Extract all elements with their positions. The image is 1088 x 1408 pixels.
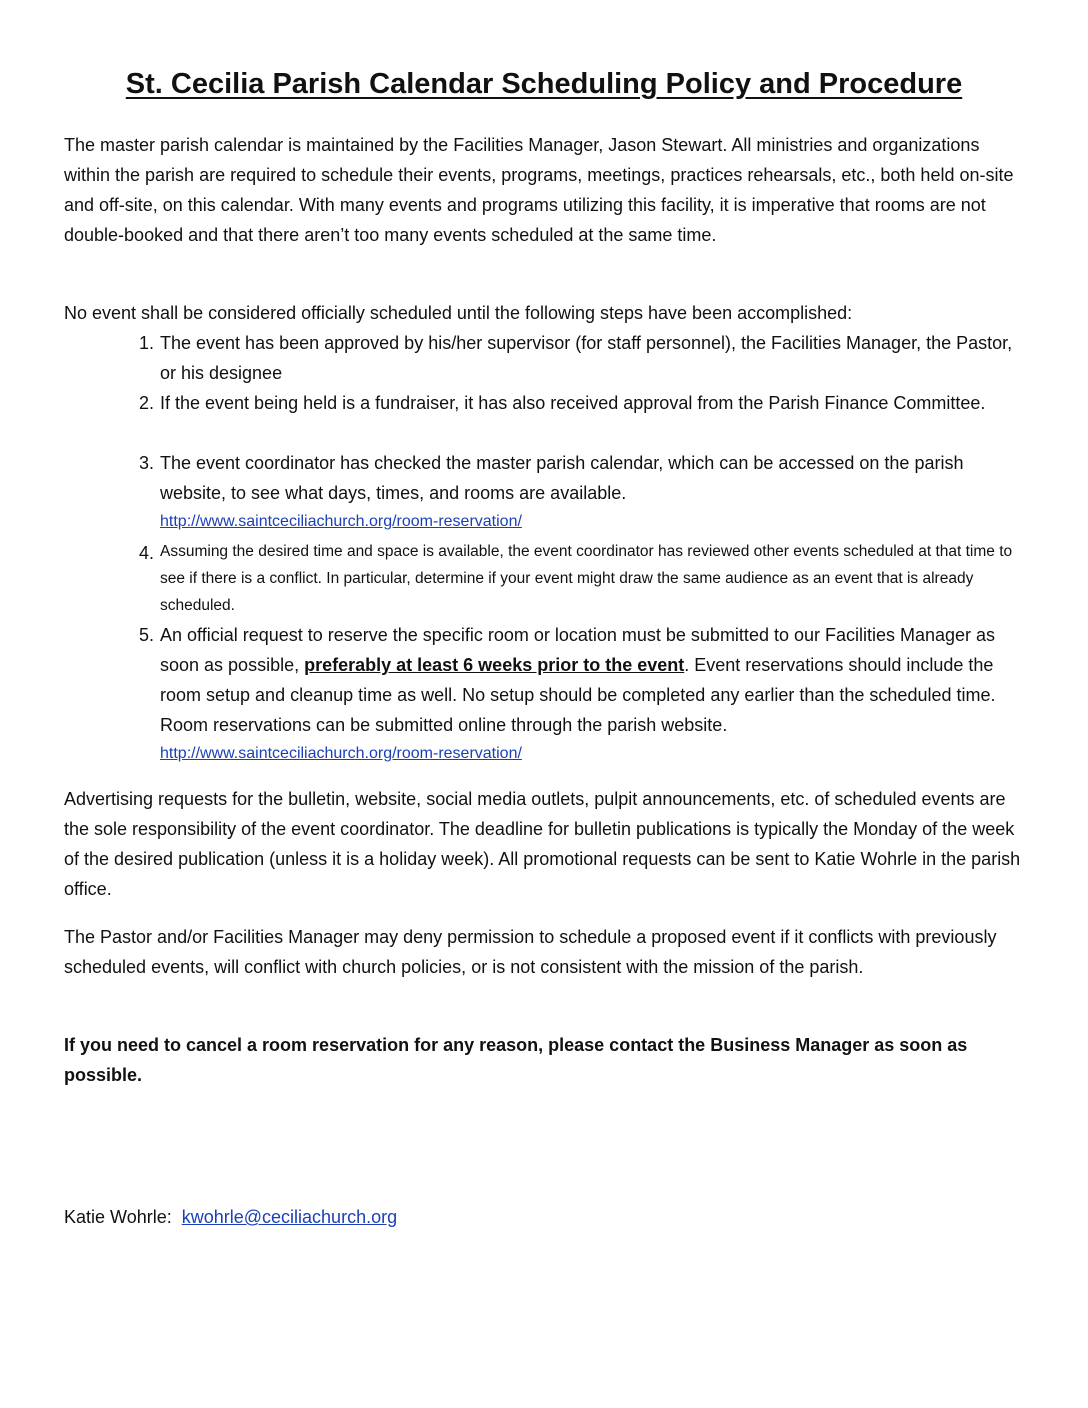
deadline-emphasis: preferably at least 6 weeks prior to the event <box>304 655 685 675</box>
list-number: 5. <box>138 625 154 645</box>
room-reservation-link[interactable]: http://www.saintceciliachurch.org/room-reservation/ <box>160 513 522 530</box>
page-title: St. Cecilia Parish Calendar Scheduling Policy and Procedure <box>125 68 963 100</box>
list-number: 4. <box>138 543 154 563</box>
contact-email-link[interactable]: kwohrle@ceciliachurch.org <box>181 1207 398 1227</box>
advertising-paragraph: Advertising requests for the bulletin, website, social media outlets, pulpit announcements, etc. of scheduled events are the sole responsibility of the event coordinator. The deadline for bulletin publications is typically the Monday of the week of the desired publication (unless it is a holiday week). All promotional requests can be sent to Katie Wohrle in the parish office. <box>64 789 1021 899</box>
list-text: Assuming the desired time and space is available, the event coordinator has reviewed other events scheduled at that time to see if there is a conflict. In particular, determine if your event might draw the same audience as an event that is already scheduled. <box>160 543 1013 614</box>
room-reservation-link[interactable]: http://www.saintceciliachurch.org/room-reservation/ <box>160 745 522 762</box>
list-text: An official request to reserve the specific room or location must be submitted to our Facilities Manager as soon as possible, <box>160 625 996 675</box>
contact-line <box>64 1202 397 1232</box>
intro-paragraph: The master parish calendar is maintained by the Facilities Manager, Jason Stewart. All ministries and organizations within the parish are required to schedule their events, programs, meetings, practices rehearsals, etc., both held on-site and off-site, on this calendar. With many events and programs utilizing this facility, it is imperative that rooms are not double-booked and that there aren’t too many events scheduled at the same time. <box>64 135 1014 245</box>
steps-intro: No event shall be considered officially scheduled until the following steps have been accomplished: <box>64 303 853 323</box>
list-number: 3. <box>138 453 154 473</box>
list-text: The event has been approved by his/her supervisor (for staff personnel), the Facilities Manager, the Pastor, or his designee <box>160 333 1013 383</box>
list-text: The event coordinator has checked the master parish calendar, which can be accessed on the parish website, to see what days, times, and rooms are available. <box>160 453 964 503</box>
list-number: 1. <box>138 333 154 353</box>
pastor-paragraph: The Pastor and/or Facilities Manager may deny permission to schedule a proposed event if it conflicts with previously scheduled events, will conflict with church policies, or is not consistent with the mission of the parish. <box>64 927 997 977</box>
list-text: . Event reservations should include the room setup and cleanup time as well. No setup should be completed any earlier than the scheduled time. Room reservations can be submitted online through the parish website. <box>160 655 996 735</box>
cancel-notice: If you need to cancel a room reservation for any reason, please contact the Business Manager as soon as possible. <box>64 1035 968 1085</box>
contact-name: Katie Wohrle: <box>64 1207 182 1227</box>
list-text: If the event being held is a fundraiser, it has also received approval from the Parish Finance Committee. <box>160 393 986 413</box>
list-text-block <box>160 448 1030 536</box>
list-text-block <box>160 620 1030 768</box>
list-number: 2. <box>138 393 154 413</box>
